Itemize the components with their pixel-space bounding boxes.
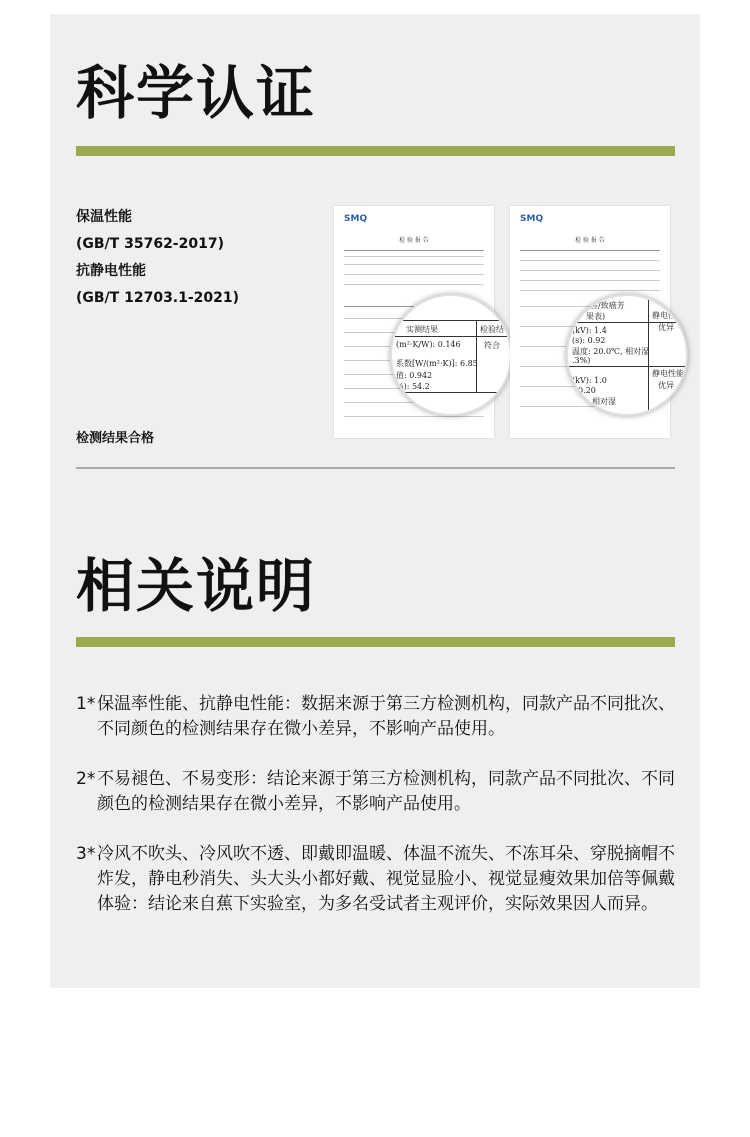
notes-list <box>76 692 676 942</box>
zoom-value: (s): 0.92 <box>572 336 606 345</box>
note-text: 保温率性能、抗静电性能：数据来源于第三方检测机构，同款产品不同批次、不同颜色的检测结果存在微小差异，不影响产品使用。 <box>97 694 675 739</box>
zoom-verdict: 静电性能 <box>652 369 684 378</box>
zoom-value: 系数[W/(m²·K)]: 6.85 <box>396 359 478 368</box>
standard-line: (GB/T 12703.1-2021) <box>76 290 240 306</box>
smq-logo: SMQ <box>520 214 544 224</box>
zoom-verdict: 符合 <box>484 341 500 350</box>
zoom-col-header: 实测结果 <box>406 325 438 334</box>
note-number: 2* <box>76 769 96 789</box>
zoom-verdict: 静电性能 <box>652 311 684 320</box>
magnifier-thermal <box>390 294 512 416</box>
zoom-value: 果表) <box>586 312 606 321</box>
note-item <box>76 767 676 817</box>
zoom-value: .3%) <box>572 356 591 365</box>
note-text: 不易褪色、不易变形：结论来源于第三方检测机构，同款产品不同批次、不同颜色的检测结果存在微小差异，不影响产品使用。 <box>97 769 675 814</box>
accent-bar <box>76 637 675 647</box>
note-text: 冷风不吹头、冷风吹不透、即戴即温暖、体温不流失、不冻耳朵、穿脱摘帽不炸发，静电秒消失、头大头小都好戴、视觉显脸小、视觉显瘦效果加倍等佩戴体验：结论来自蕉下实验室，为多名受试者主观评价，实际效果因人而异。 <box>97 844 675 914</box>
zoom-verdict: 优异 <box>658 381 674 390</box>
zoom-value: (kV): 1.0 <box>572 376 607 385</box>
section-title-notes: 相关说明 <box>76 552 317 620</box>
smq-logo: SMQ <box>344 214 368 224</box>
zoom-verdict: 优异 <box>658 323 674 332</box>
zoom-col-header: 检验结 <box>480 325 504 334</box>
section-divider <box>76 467 675 469</box>
standard-line: 抗静电性能 <box>76 263 146 279</box>
zoom-value: 值: 0.942 <box>396 371 433 380</box>
zoom-value: %): 54.2 <box>396 382 430 391</box>
standard-line: (GB/T 35762-2017) <box>76 236 224 252</box>
report-title: 检 验 报 告 <box>575 237 605 244</box>
zoom-value: 温度: 20.0℃, 相对湿 <box>572 347 650 356</box>
note-item <box>76 692 676 742</box>
zoom-value: 0.20 <box>578 386 596 395</box>
zoom-value: 苛害/致癌芳 <box>582 301 625 310</box>
cert-standards <box>76 204 239 312</box>
cert-result: 检测结果合格 <box>76 431 155 446</box>
zoom-value: ℃, 相对湿 <box>578 397 617 406</box>
zoom-value: (m²·K/W): 0.146 <box>396 340 461 349</box>
standard-line: 保温性能 <box>76 209 132 225</box>
note-number: 1* <box>76 694 96 714</box>
note-number: 3* <box>76 844 96 864</box>
magnifier-antistatic <box>566 294 688 416</box>
accent-bar <box>76 146 675 156</box>
report-title: 检 验 报 告 <box>399 237 429 244</box>
note-item <box>76 842 676 917</box>
zoom-value: (kV): 1.4 <box>572 326 607 335</box>
section-title-certification: 科学认证 <box>76 59 317 127</box>
